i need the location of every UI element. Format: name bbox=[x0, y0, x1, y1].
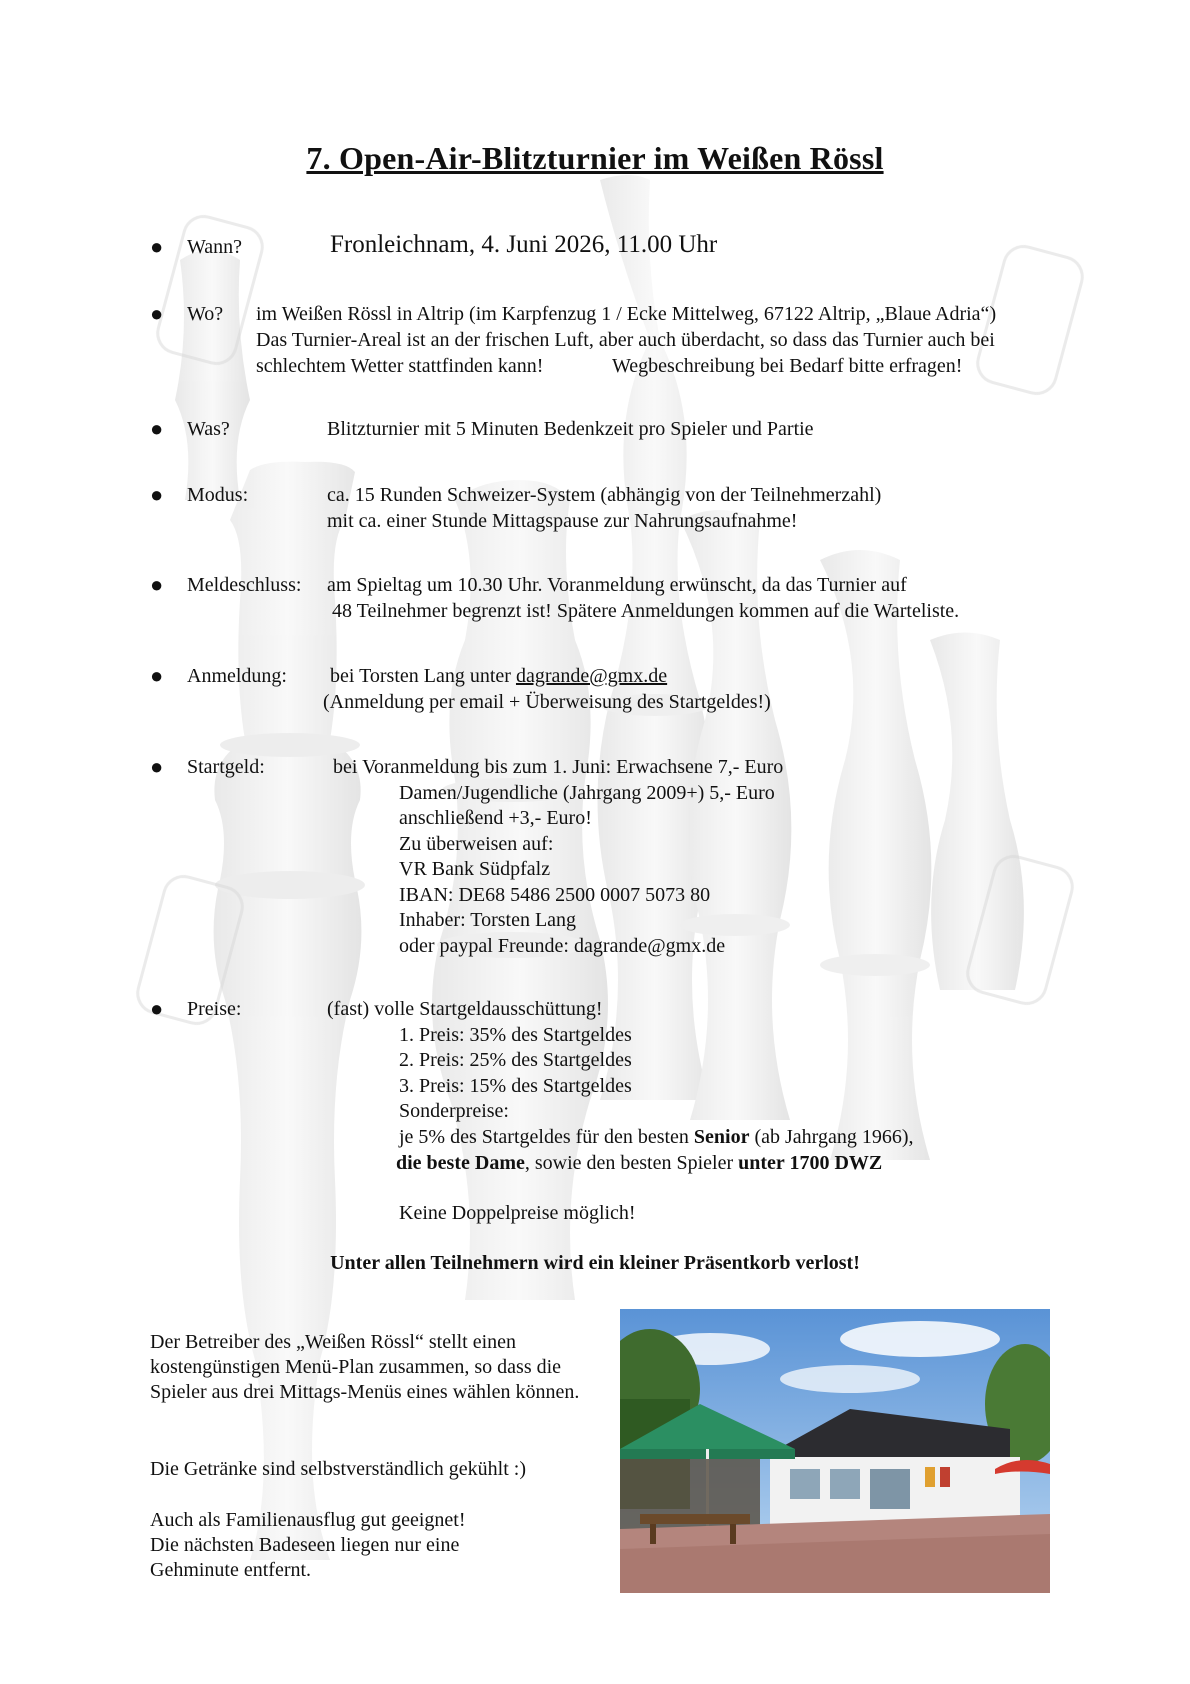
wo-address: im Weißen Rössl in Altrip (im Karpfenzug 1 / Ecke Mittelweg, 67122 Altrip, „Blaue Adria“) bbox=[256, 303, 997, 325]
startgeld-label: Startgeld: bbox=[187, 756, 265, 778]
sonderpreis-bold: die beste Dame bbox=[396, 1152, 525, 1174]
preis-3: 3. Preis: 15% des Startgeldes bbox=[399, 1075, 632, 1097]
sonderpreis-bold: Senior bbox=[693, 1126, 750, 1148]
restaurant-photo bbox=[620, 1309, 1050, 1593]
wo-label: Wo? bbox=[187, 303, 224, 325]
bullet-icon: ● bbox=[150, 663, 164, 688]
preis-2: 2. Preis: 25% des Startgeldes bbox=[399, 1049, 632, 1071]
anmeldung-prefix: bei Torsten Lang unter bbox=[330, 665, 516, 687]
modus-label: Modus: bbox=[187, 484, 249, 506]
email-link[interactable]: dagrande@gmx.de bbox=[515, 665, 668, 687]
keine-doppelpreise: Keine Doppelpreise möglich! bbox=[399, 1202, 636, 1224]
bullet-icon: ● bbox=[150, 754, 164, 779]
anmeldung-note: (Anmeldung per email + Überweisung des Startgeldes!) bbox=[323, 691, 771, 713]
sonderpreise-label: Sonderpreise: bbox=[399, 1100, 509, 1122]
lakes-paragraph: Die nächsten Badeseen liegen nur eine Gehminute entfernt. bbox=[150, 1534, 460, 1581]
page-title: 7. Open-Air-Blitzturnier im Weißen Rössl bbox=[306, 140, 884, 176]
sonderpreis-bold: unter 1700 DWZ bbox=[738, 1152, 883, 1174]
family-paragraph: Auch als Familienausflug gut geeignet! bbox=[150, 1509, 466, 1531]
preis-1: 1. Preis: 35% des Startgeldes bbox=[399, 1024, 632, 1046]
menu-paragraph: Der Betreiber des „Weißen Rössl“ stellt einen kostengünstigen Menü-Plan zusammen, so dass die Spieler aus drei Mittags-Menüs eines wählen können. bbox=[150, 1331, 580, 1403]
anmeldung-label: Anmeldung: bbox=[187, 665, 287, 687]
wo-line: schlechtem Wetter stattfinden kann! bbox=[256, 355, 544, 377]
startgeld-line: Zu überweisen auf: bbox=[399, 833, 554, 855]
sonderpreis-text: je 5% des Startgeldes für den besten bbox=[399, 1126, 694, 1148]
bullet-icon: ● bbox=[150, 301, 164, 326]
bullet-icon: ● bbox=[150, 996, 164, 1021]
sonderpreis-text: (ab Jahrgang 1966), bbox=[749, 1126, 914, 1148]
meldeschluss-label: Meldeschluss: bbox=[187, 574, 302, 596]
startgeld-owner: Inhaber: Torsten Lang bbox=[399, 909, 577, 931]
preise-label: Preise: bbox=[187, 998, 242, 1020]
bullet-icon: ● bbox=[150, 416, 164, 441]
wann-label: Wann? bbox=[187, 236, 243, 258]
wo-line: Das Turnier-Areal ist an der frischen Luft, aber auch überdacht, so dass das Turnier auch bei bbox=[256, 329, 995, 351]
modus-line: mit ca. einer Stunde Mittagspause zur Nahrungsaufnahme! bbox=[327, 510, 798, 532]
startgeld-paypal: oder paypal Freunde: dagrande@gmx.de bbox=[399, 935, 726, 957]
sonderpreis-text: , sowie den besten Spieler bbox=[524, 1152, 739, 1174]
startgeld-bank: VR Bank Südpfalz bbox=[399, 858, 551, 880]
was-value: Blitzturnier mit 5 Minuten Bedenkzeit pro Spieler und Partie bbox=[327, 418, 814, 440]
startgeld-iban: IBAN: DE68 5486 2500 0007 5073 80 bbox=[399, 884, 711, 906]
modus-line: ca. 15 Runden Schweizer-System (abhängig von der Teilnehmerzahl) bbox=[327, 484, 882, 506]
raffle-note: Unter allen Teilnehmern wird ein kleiner Präsentkorb verlost! bbox=[330, 1252, 860, 1274]
startgeld-line: Damen/Jugendliche (Jahrgang 2009+) 5,- Euro bbox=[399, 782, 775, 804]
anmeldung-line bbox=[330, 665, 667, 688]
was-label: Was? bbox=[187, 418, 230, 440]
startgeld-line: anschließend +3,- Euro! bbox=[399, 807, 592, 829]
sonderpreis-dame bbox=[396, 1152, 882, 1175]
meldeschluss-line: am Spieltag um 10.30 Uhr. Voranmeldung erwünscht, da das Turnier auf bbox=[327, 574, 907, 596]
wo-directions: Wegbeschreibung bei Bedarf bitte erfragen! bbox=[612, 355, 963, 377]
preise-first: (fast) volle Startgeldausschüttung! bbox=[327, 998, 603, 1020]
bullet-icon: ● bbox=[150, 234, 164, 259]
drinks-paragraph: Die Getränke sind selbstverständlich gekühlt :) bbox=[150, 1458, 527, 1480]
bullet-icon: ● bbox=[150, 482, 164, 507]
bullet-icon: ● bbox=[150, 572, 164, 597]
wann-value: Fronleichnam, 4. Juni 2026, 11.00 Uhr bbox=[330, 231, 718, 258]
meldeschluss-line: 48 Teilnehmer begrenzt ist! Spätere Anmeldungen kommen auf die Warteliste. bbox=[332, 600, 960, 622]
startgeld-first: bei Voranmeldung bis zum 1. Juni: Erwachsene 7,- Euro bbox=[333, 756, 784, 778]
sonderpreis-senior bbox=[399, 1126, 914, 1149]
